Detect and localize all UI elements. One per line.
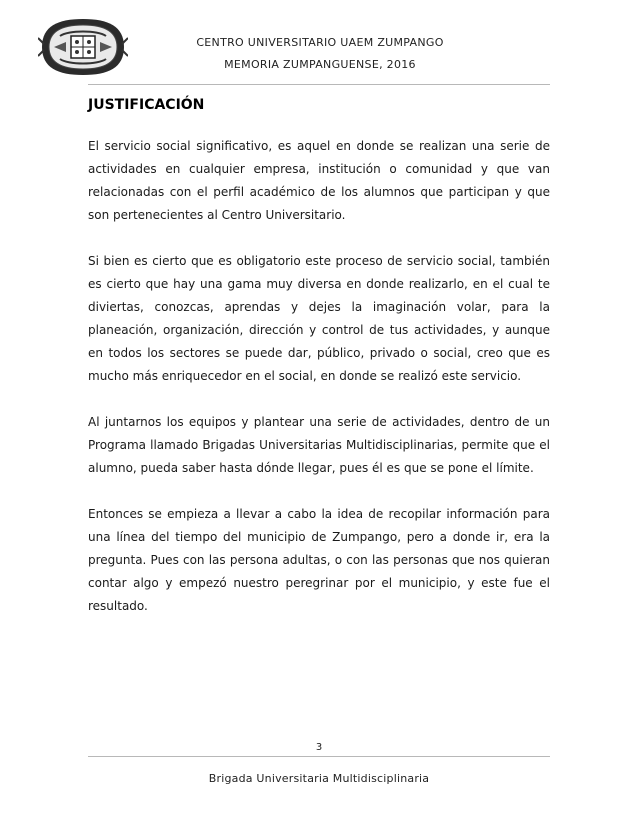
- footer-divider: [88, 756, 550, 757]
- section-title: JUSTIFICACIÓN: [88, 97, 205, 113]
- header-publication: MEMORIA ZUMPANGUENSE, 2016: [224, 58, 416, 71]
- paragraph-1: El servicio social significativo, es aquel en donde se realizan una serie de actividades en cualquier empresa, institución o comunidad y que van relacionadas con el perfil académico de los alumnos que participan y que son pertenecientes al Centro Universitario.: [88, 139, 550, 222]
- page-number: 3: [315, 742, 323, 753]
- paragraph-4: Entonces se empieza a llevar a cabo la idea de recopilar información para una línea del tiempo del municipio de Zumpango, pero a donde ir, era la pregunta. Pues con las persona adultas, o con las personas que nos quieran contar algo y empezó nuestro peregrinar por el municipio, y este fue el resultado.: [88, 507, 550, 613]
- paragraph-3: Al juntarnos los equipos y plantear una serie de actividades, dentro de un Programa llamado Brigadas Universitarias Multidisciplinarias, permite que el alumno, pueda saber hasta dónde llegar, pues él es que se pone el límite.: [88, 415, 550, 475]
- uaem-university-seal-icon: [38, 16, 128, 78]
- header-institution: CENTRO UNIVERSITARIO UAEM ZUMPANGO: [196, 36, 444, 49]
- footer-text: Brigada Universitaria Multidisciplinaria: [208, 772, 430, 785]
- paragraph-2: Si bien es cierto que es obligatorio este proceso de servicio social, también es cierto que hay una gama muy diversa en donde realizarlo, en el cual te diviertas, conozcas, aprendas y dejes la imaginación volar, para la planeación, organización, dirección y control de tus actividades, y aunque en todos los sectores se puede dar, público, privado o social, creo que es mucho más enriquecedor en el social, en donde se realizó este servicio.: [88, 254, 550, 383]
- header-divider: [88, 84, 550, 85]
